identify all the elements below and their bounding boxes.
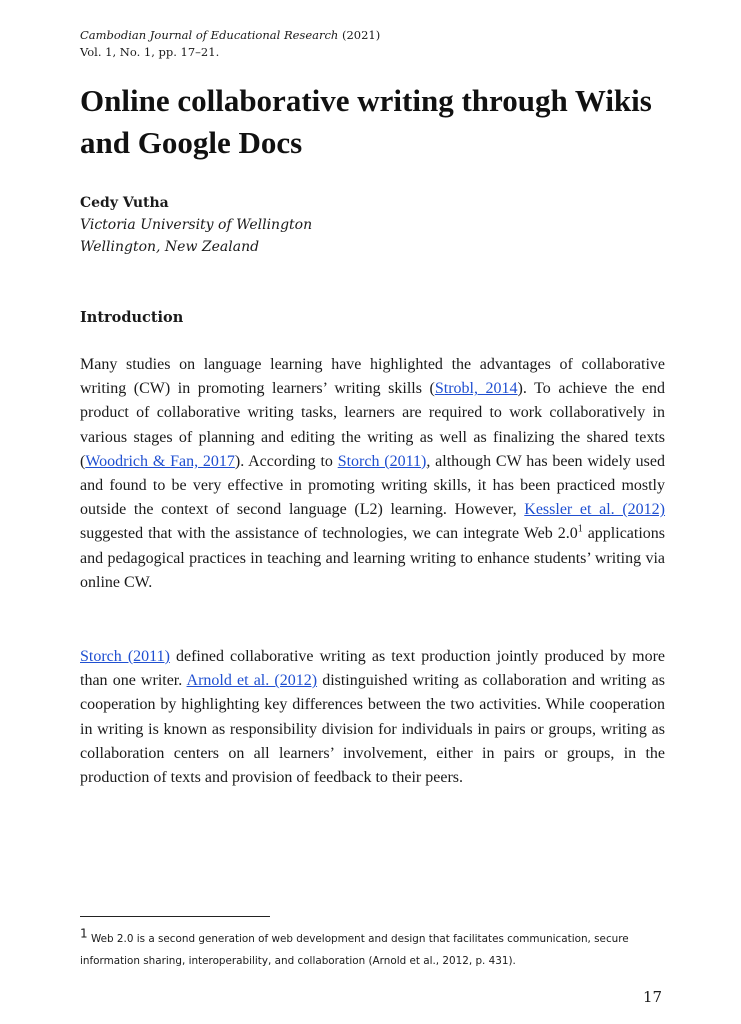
section-heading-introduction: Introduction (80, 309, 184, 326)
paragraph-text: ). To achieve the end product of collaborative writing tasks, learners are required to work collaboratively in various stages of planning and editing the writing as well as finalizing the shared texts ( (80, 380, 665, 470)
paragraph-text: defined collaborative writing as text production jointly produced by more than one writer. (80, 648, 665, 690)
page-number: 17 (643, 988, 663, 1006)
citation-link-storch-2011[interactable]: Storch (2011) (337, 452, 427, 470)
paragraph-text: distinguished writing as collaboration and writing as cooperation by highlighting key differences between the two activities. While cooperation in writing is known as responsibility division for individuals in pairs or groups, writing as collaboration centers on all learners’ involvement, either in pairs or groups, in the production of texts and provision of feedback to their peers. (80, 672, 666, 787)
journal-citation-line (80, 27, 380, 44)
footnote-divider (80, 916, 270, 917)
paragraph-text: applications and pedagogical practices in teaching and learning writing to enhance students’ writing via online CW. (80, 525, 666, 591)
citation-link-arnold-2012[interactable]: Arnold et al. (2012) (186, 672, 318, 690)
citation-link-kessler-2012[interactable]: Kessler et al. (2012) (524, 501, 666, 519)
journal-header (80, 27, 380, 61)
paragraph-text: , although CW has been widely used and found to be very effective in promoting writing skills, it has been practiced mostly outside the context of second language (L2) learning. However, (80, 452, 666, 519)
paragraph-text: Many studies on language learning have highlighted the advantages of collaborative writing (CW) in promoting learners’ writing skills ( (80, 356, 665, 398)
intro-paragraph-1 (80, 353, 665, 595)
article-title: Online collaborative writing through Wikis and Google Docs (80, 83, 652, 160)
volume-info: Vol. 1, No. 1, pp. 17–21. (80, 45, 220, 59)
footnote-number: 1 (80, 926, 88, 941)
citation-link-strobl-2014[interactable]: Strobl, 2014 (434, 380, 518, 398)
author-affiliation: Victoria University of Wellington (80, 217, 313, 233)
author-location: Wellington, New Zealand (80, 239, 260, 255)
author-name: Cedy Vutha (80, 195, 169, 211)
footnote (80, 928, 665, 972)
paragraph-text: suggested that with the assistance of technologies, we can integrate Web 2.0 (80, 525, 578, 543)
paragraph-text: ). According to (234, 452, 338, 470)
footnote-marker[interactable]: 1 (577, 524, 583, 536)
journal-name: Cambodian Journal of Educational Research (80, 28, 339, 42)
author-block (80, 192, 312, 258)
citation-link-woodrich-fan-2017[interactable]: Woodrich & Fan, 2017 (85, 452, 235, 470)
intro-paragraph-2 (80, 645, 665, 790)
citation-link-storch-2011[interactable]: Storch (2011) (80, 648, 170, 665)
journal-year: (2021) (338, 28, 381, 42)
footnote-text: Web 2.0 is a second generation of web development and design that facilitates communication, secure information sharing, interoperability, and collaboration (Arnold et al., 2012, p. 431). (80, 933, 629, 967)
